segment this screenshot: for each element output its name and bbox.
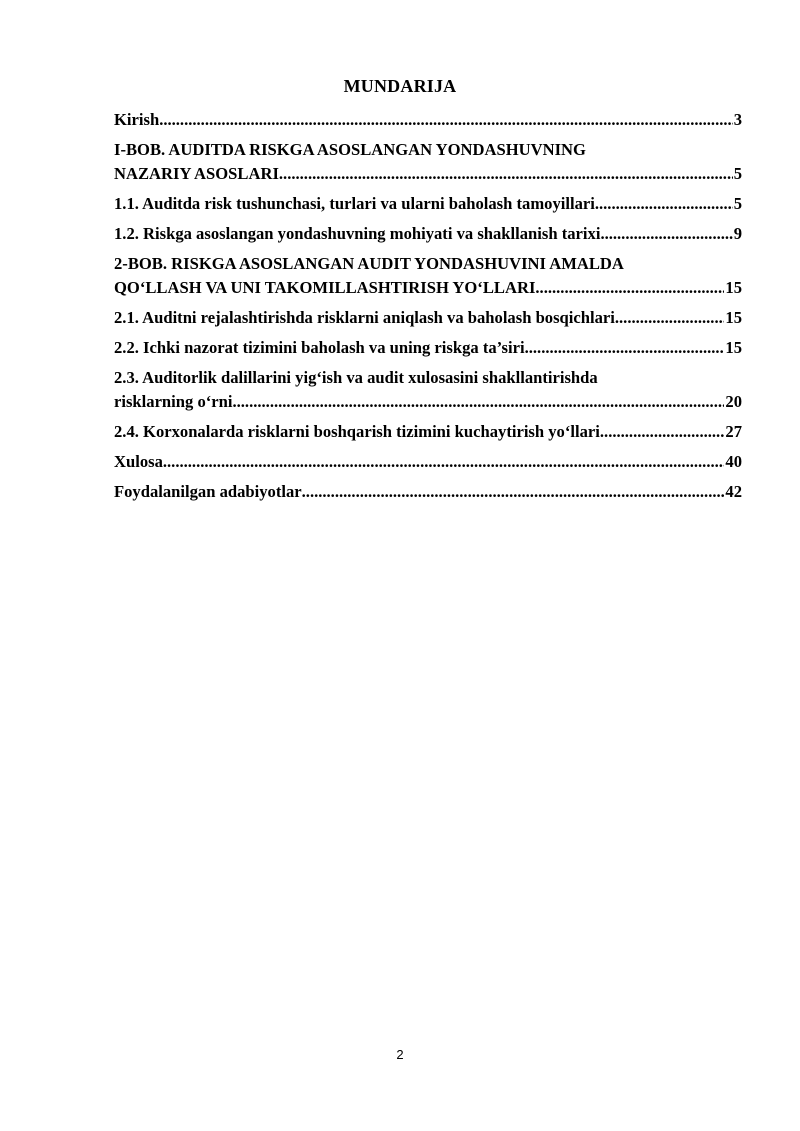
dot-leader [159,108,733,132]
toc-page-number: 27 [725,422,742,441]
dot-leader [302,480,725,504]
toc-entry-text: 2.4. Korxonalarda risklarni boshqarish tizimini kuchaytirish yo‘llari [114,422,600,441]
toc-page-number: 5 [733,194,742,213]
toc-entry-line [114,480,742,504]
toc-entry-text: NAZARIY ASOSLARI [114,164,279,183]
toc-page-number: 15 [725,308,742,327]
toc-entry-text: Xulosa [114,452,163,471]
toc-entry-section-2-4 [114,420,742,444]
toc-entry-section-1-2 [114,222,742,246]
toc-entry-text: QO‘LLASH VA UNI TAKOMILLASHTIRISH YO‘LLARI [114,278,536,297]
dot-leader [535,276,724,300]
toc-entry-line [114,336,742,360]
dot-leader [600,222,732,246]
toc-page-number: 9 [733,224,742,243]
toc-page-number: 42 [725,482,742,501]
toc-entry-line [114,108,742,132]
toc-entry-text: Kirish [114,110,160,129]
toc-entry-section-2-2 [114,336,742,360]
toc-entry-first-line: I-BOB. AUDITDA RISKGA ASOSLANGAN YONDASHUVNING [114,140,586,159]
toc-entry-first-line: 2-BOB. RISKGA ASOSLANGAN AUDIT YONDASHUVINI AMALDA [114,254,624,273]
dot-leader [615,306,725,330]
toc-entry-section-2-3 [114,366,742,414]
toc-entry-line [114,222,742,246]
dot-leader [232,390,724,414]
toc-page-number: 5 [733,164,742,183]
toc-entry-kirish [114,108,742,132]
dot-leader [279,162,733,186]
toc-entry-chapter-2 [114,252,742,300]
toc-page-number: 15 [725,278,742,297]
dot-leader [600,420,725,444]
dot-leader [163,450,725,474]
toc-entry-line [114,192,742,216]
toc-entry-line [114,450,742,474]
toc-entry-section-1-1 [114,192,742,216]
toc-entry-adabiyotlar [114,480,742,504]
toc-page-number: 40 [725,452,742,471]
toc-entry-section-2-1 [114,306,742,330]
page-number: 2 [396,1047,404,1062]
toc-entry-first-line: 2.3. Auditorlik dalillarini yig‘ish va audit xulosasini shakllantirishda [114,368,598,387]
toc-entry-line [114,276,742,300]
toc-entry-line [114,390,742,414]
toc-entry-chapter-1 [114,138,742,186]
table-of-contents [114,108,742,510]
toc-page-number: 20 [725,392,742,411]
dot-leader [595,192,733,216]
toc-entry-text: 1.1. Auditda risk tushunchasi, turlari va ularni baholash tamoyillari [114,194,595,213]
toc-page-number: 3 [733,110,742,129]
toc-entry-text: 2.1. Auditni rejalashtirishda risklarni aniqlash va baholash bosqichlari [114,308,615,327]
toc-entry-line [114,420,742,444]
toc-page-number: 15 [725,338,742,357]
toc-entry-line [114,306,742,330]
toc-entry-text: 2.2. Ichki nazorat tizimini baholash va uning riskga ta’siri [114,338,525,357]
toc-entry-line [114,162,742,186]
toc-title: MUNDARIJA [343,76,457,96]
toc-entry-text: risklarning o‘rni [114,392,233,411]
toc-entry-xulosa [114,450,742,474]
toc-entry-text: 1.2. Riskga asoslangan yondashuvning mohiyati va shakllanish tarixi [114,224,601,243]
toc-entry-text: Foydalanilgan adabiyotlar [114,482,302,501]
dot-leader [525,336,725,360]
